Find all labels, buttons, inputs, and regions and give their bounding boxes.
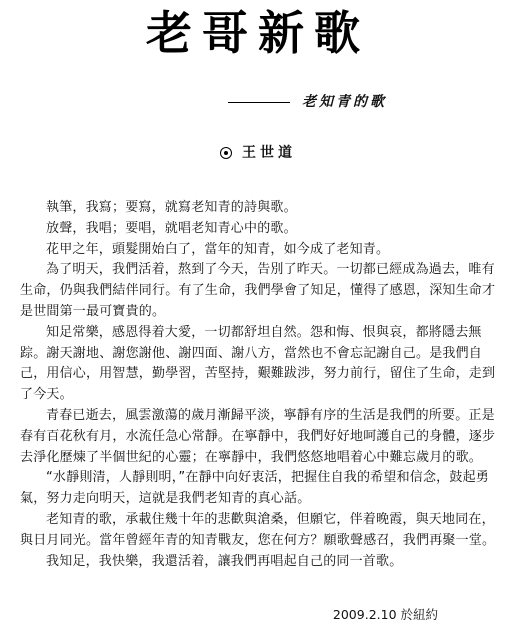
article-title: 老哥新歌 xyxy=(146,6,370,60)
subtitle-row xyxy=(228,92,387,112)
bullseye-icon xyxy=(220,147,232,159)
paragraph: “水靜則清，人靜則明，”在靜中向好衷活，把握住自我的希望和信念，鼓起勇氣，努力走向明天，這就是我們老知青的真心話。 xyxy=(20,470,489,507)
paragraph: 花甲之年，頭髮開始白了，當年的知青，如今成了老知青。 xyxy=(46,241,390,257)
author-byline xyxy=(0,143,516,163)
article-body xyxy=(20,198,500,572)
article-subtitle: 老知青的歌 xyxy=(302,94,387,110)
author-name: 王世道 xyxy=(242,145,296,161)
paragraph: 知足常樂，感恩得着大愛，一切都舒坦自然。怨和悔、恨與哀，都將隱去無踪。謝天謝地、謝您謝他、謝四面、謝八方，當然也不會忘記謝自己。是我們自己，用信心，用智慧，勤學習，苦堅持，艱難跋涉，努力前行，留住了生命，走到了今天。 xyxy=(20,324,496,403)
subtitle-dash-rule xyxy=(228,102,290,103)
paragraph: 青春已逝去，風雲激蕩的歲月漸歸平淡，寧靜有序的生活是我們的所要。正是春有百花秋有月，水流任急心常靜。在寧靜中，我們好好地呵護自己的身體，逐步去淨化歷煉了半個世紀的心靈；在寧靜中，我們悠悠地唱着心中難忘歲月的歌。 xyxy=(20,407,496,465)
paragraph: 我知足，我快樂，我還活着，讓我們再唱起自己的同一首歌。 xyxy=(46,553,403,569)
paragraph: 老知青的歌，承載住幾十年的悲歡與滄桑，但願它，伴着晚霞，與天地同在，與日月同光。當年曾經年青的知青戰友，您在何方？願歌聲感召，我們再聚一堂。 xyxy=(20,511,496,548)
date-signature: 2009.2.10 於紐約 xyxy=(332,607,438,622)
paragraph: 放聲，我唱；要唱，就唱老知青心中的歌。 xyxy=(46,220,297,236)
paragraph: 為了明天，我們活着，熬到了今天，告別了昨天。一切都已經成為過去，唯有生命，仍與我們結伴同行。有了生命，我們學會了知足，懂得了感恩，深知生命才是世間第一最可寶貴的。 xyxy=(20,262,496,319)
paragraph: 執筆，我寫；要寫，就寫老知青的詩與歌。 xyxy=(46,200,297,215)
